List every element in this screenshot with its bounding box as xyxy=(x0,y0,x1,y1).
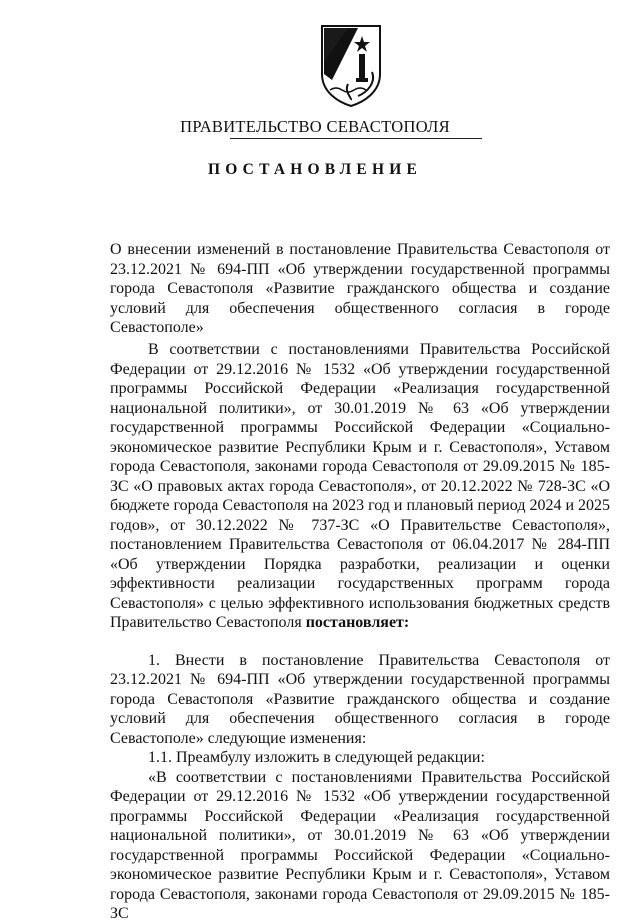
preamble-paragraph xyxy=(110,340,610,633)
document-type-title: ПОСТАНОВЛЕНИЕ xyxy=(207,161,423,178)
header-divider xyxy=(230,138,482,139)
sevastopol-coat-of-arms-icon xyxy=(318,22,384,108)
resolves-word: постановляет: xyxy=(305,614,410,631)
preamble-text: В соответствии с постановлениями Правительства Российской Федерации от 29.12.2016 № 1532 «Об утверждении государственной программы Российской Федерации «Реализация государственной национальной политики», от 30.01.2019 № 63 «Об утверждении государственной программы Российской Федерации «Социально-экономическое развитие Республики Крым и г. Севастополя», Уставом города Севастополя, законами города Севастополя от 29.09.2015 № 185-ЗС «О правовых актах города Севастополя», от 20.12.2022 № 728-ЗС «О бюджете города Севастополя на 2023 год и плановый период 2024 и 2025 годов», от 30.12.2022 № 737-ЗС «О Правительстве Севастополя», постановлением Правительства Севастополя от 06.04.2017 № 284-ПП «Об утверждении Порядка разработки, реализации и оценки эффективности реализации государственных программ города Севастополя» с целью эффективного использования бюджетных средств Правительство Севастополя xyxy=(110,341,611,631)
item-1-paragraph: 1. Внести в постановление Правительства Севастополя от 23.12.2021 № 694-ПП «Об утверждении государственной программы города Севастополя «Развитие гражданского общества и создание условий для обеспечения общественного согласия в городе Севастополе» следующие изменения: xyxy=(110,651,610,747)
quoted-preamble-paragraph: «В соответствии с постановлениями Правительства Российской Федерации от 29.12.2016 № 1532 «Об утверждении государственной программы Российской Федерации «Реализация государственной национальной политики», от 30.01.2019 № 63 «Об утверждении государственной программы Российской Федерации «Социально-экономическое развитие Республики Крым и г. Севастополя», Уставом города Севастополя, законами города Севастополя от 29.09.2015 № 185-ЗС xyxy=(110,768,610,922)
document-body xyxy=(110,340,610,924)
document-subject: О внесении изменений в постановление Правительства Севастополя от 23.12.2021 № 694-ПП «Об утверждении государственной программы города Севастополя «Развитие гражданского общества и создание условий для обеспечения общественного согласия в городе Севастополе» xyxy=(110,241,610,336)
item-1-1-paragraph: 1.1. Преамбулу изложить в следующей редакции: xyxy=(148,749,485,766)
organization-name: ПРАВИТЕЛЬСТВО СЕВАСТОПОЛЯ xyxy=(180,117,450,136)
